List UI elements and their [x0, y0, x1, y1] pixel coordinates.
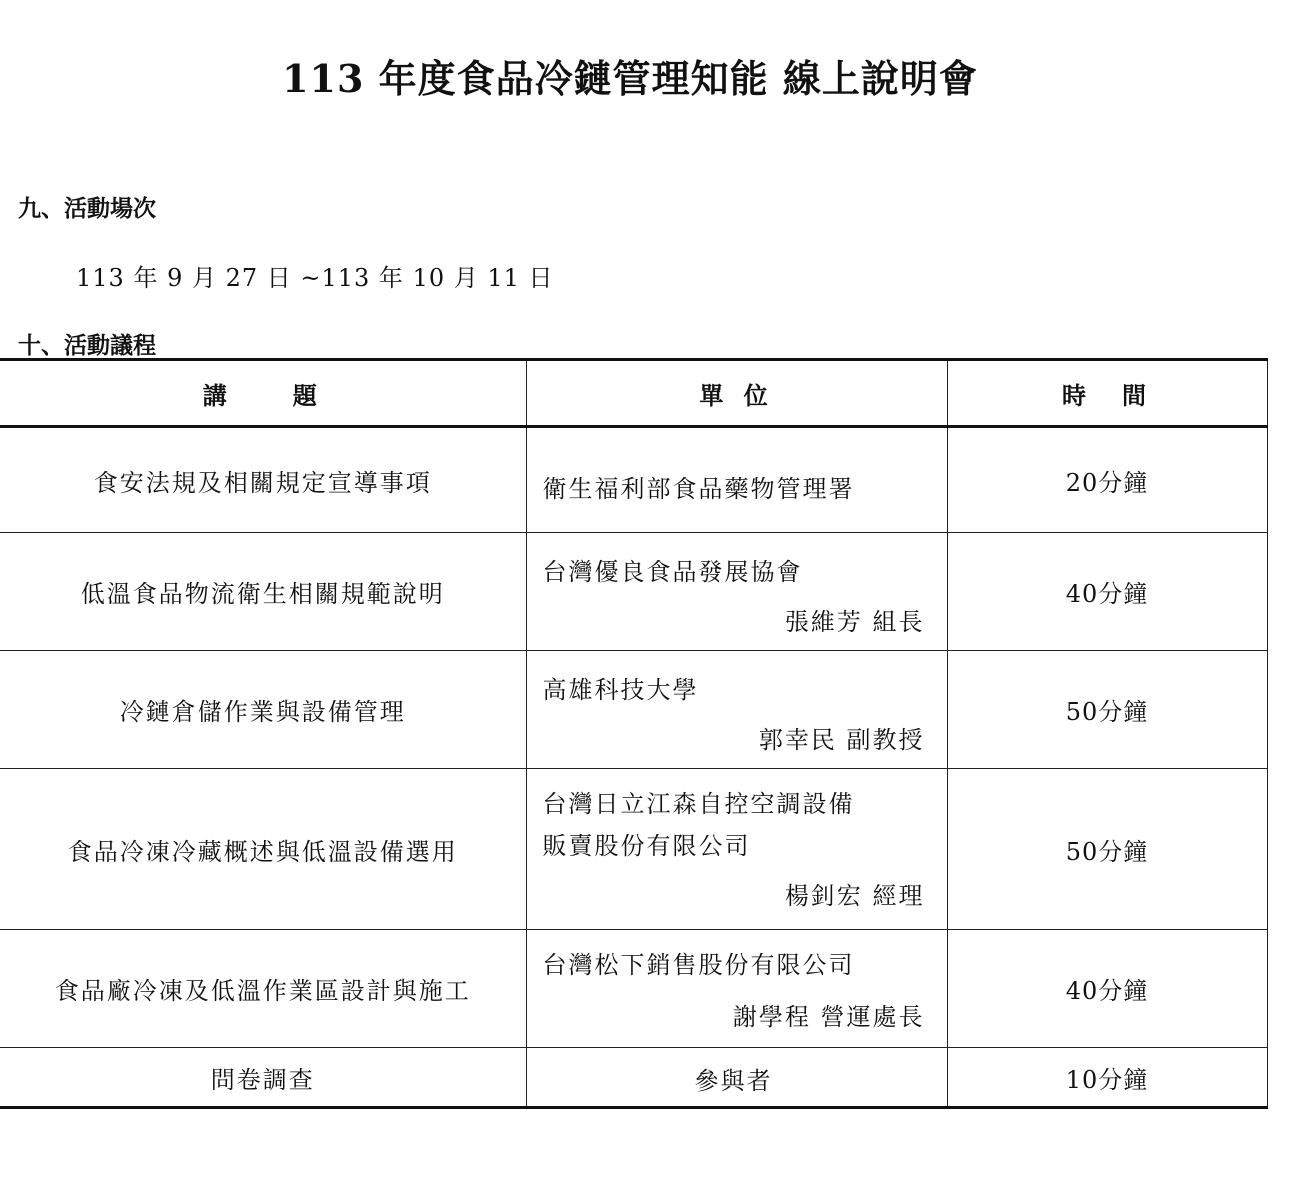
- page-title: 113 年度食品冷鏈管理知能 線上說明會: [282, 56, 978, 101]
- duration-cell: 40分鐘: [947, 533, 1267, 651]
- unit-name: 台灣優良食品發展協會: [542, 558, 803, 586]
- duration-cell: 40分鐘: [947, 930, 1267, 1048]
- unit-name: 台灣日立江森自控空調設備: [542, 790, 855, 818]
- speaker-name: 楊釗宏 經理: [784, 882, 925, 910]
- duration-cell: 20分鐘: [947, 427, 1267, 533]
- section-heading-schedule: 九、活動場次: [18, 195, 156, 222]
- unit-name: 參與者: [694, 1067, 773, 1095]
- table-row: [0, 651, 1267, 769]
- table-row: [0, 533, 1267, 651]
- unit-cell: [526, 1048, 947, 1108]
- section-heading-agenda: 十、活動議程: [18, 332, 156, 359]
- unit-name: 衛生福利部食品藥物管理署: [542, 475, 855, 503]
- table-row: [0, 1048, 1267, 1108]
- unit-name: 高雄科技大學: [542, 676, 699, 704]
- duration-cell: 10分鐘: [947, 1048, 1267, 1108]
- duration-cell: 50分鐘: [947, 769, 1267, 930]
- unit-name: 販賣股份有限公司: [542, 832, 751, 860]
- speaker-name: 謝學程 營運處長: [732, 1003, 925, 1031]
- unit-cell: [526, 930, 947, 1048]
- topic-cell: 低溫食品物流衛生相關規範說明: [0, 533, 526, 651]
- table-row: [0, 427, 1267, 533]
- table-row: [0, 930, 1267, 1048]
- table-row: [0, 769, 1267, 930]
- speaker-name: 郭幸民 副教授: [758, 726, 925, 754]
- unit-cell: [526, 769, 947, 930]
- unit-cell: [526, 651, 947, 769]
- column-header-time: 時 間: [947, 360, 1267, 427]
- topic-cell: 問卷調查: [0, 1048, 526, 1108]
- speaker-name: 張維芳 組長: [784, 608, 925, 636]
- column-header-unit: 單 位: [526, 360, 947, 427]
- duration-cell: 50分鐘: [947, 651, 1267, 769]
- unit-cell: [526, 427, 947, 533]
- event-dates: 113 年 9 月 27 日 ~113 年 10 月 11 日: [76, 264, 554, 292]
- topic-cell: 食安法規及相關規定宣導事項: [0, 427, 526, 533]
- topic-cell: 食品冷凍冷藏概述與低溫設備選用: [0, 769, 526, 930]
- agenda-table: [0, 358, 1268, 1109]
- column-header-topic: 講 題: [0, 360, 526, 427]
- topic-cell: 冷鏈倉儲作業與設備管理: [0, 651, 526, 769]
- unit-name: 台灣松下銷售股份有限公司: [542, 951, 855, 979]
- unit-cell: [526, 533, 947, 651]
- topic-cell: 食品廠冷凍及低溫作業區設計與施工: [0, 930, 526, 1048]
- agenda-header-row: [0, 360, 1267, 427]
